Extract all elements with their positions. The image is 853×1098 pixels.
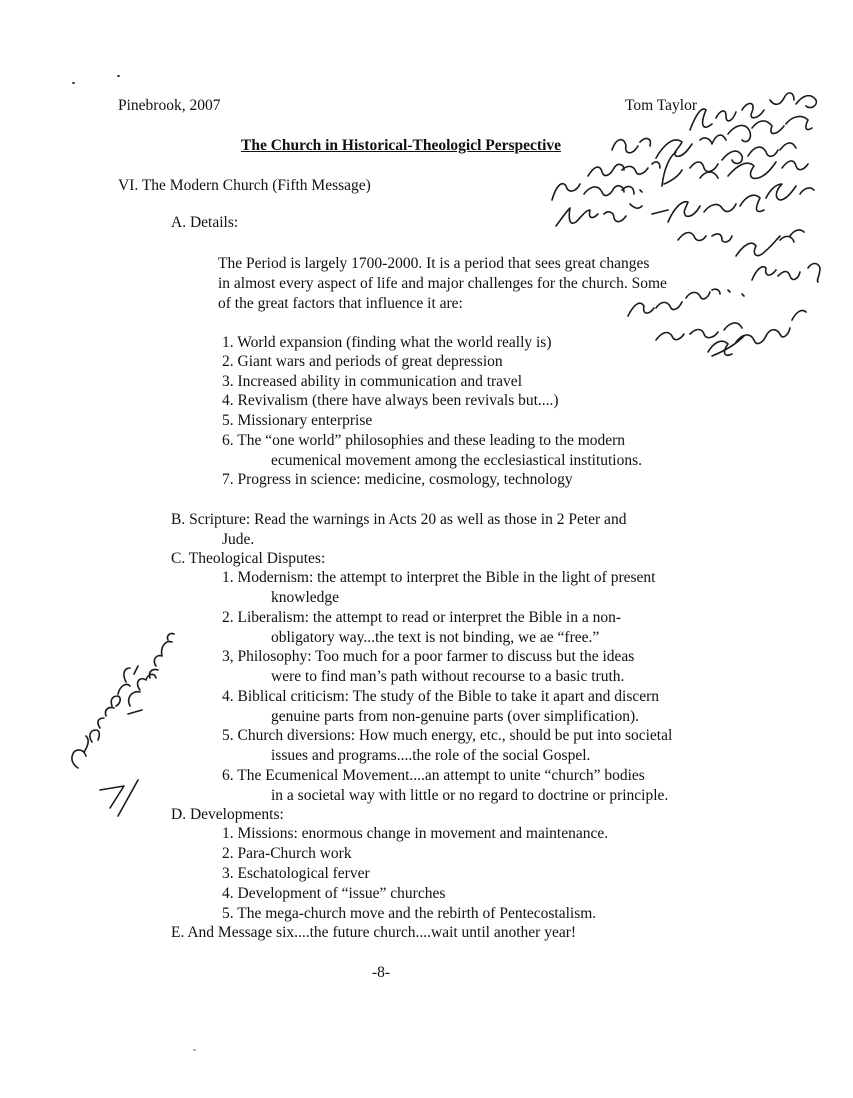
factor-item: 6. The “one world” philosophies and these leading to the modern	[222, 432, 626, 449]
details-paragraph-line: in almost every aspect of life and major challenges for the church. Some	[218, 275, 667, 292]
development-item: 1. Missions: enormous change in movement and maintenance.	[222, 825, 609, 842]
details-label: A. Details:	[171, 214, 239, 231]
development-item: 3. Eschatological ferver	[222, 865, 370, 882]
dispute-line: in a societal way with little or no regard to doctrine or principle.	[271, 787, 669, 804]
scan-speck	[72, 82, 75, 84]
closing-line: E. And Message six....the future church....wait until another year!	[171, 924, 577, 941]
details-paragraph-line: of the great factors that influence it are:	[218, 295, 463, 312]
disputes-label: C. Theological Disputes:	[171, 550, 326, 567]
dispute-line: 3, Philosophy: Too much for a poor farmer to discuss but the ideas	[222, 648, 635, 665]
section-heading: VI. The Modern Church (Fifth Message)	[118, 177, 371, 194]
dispute-line: 1. Modernism: the attempt to interpret the Bible in the light of present	[222, 569, 656, 586]
factor-item: 5. Missionary enterprise	[222, 412, 373, 429]
details-paragraph-line: The Period is largely 1700-2000. It is a period that sees great changes	[218, 255, 650, 272]
factor-item-continuation: ecumenical movement among the ecclesiastical institutions.	[271, 452, 643, 469]
development-item: 5. The mega-church move and the rebirth of Pentecostalism.	[222, 905, 597, 922]
dispute-line: knowledge	[271, 589, 340, 606]
factor-item: 2. Giant wars and periods of great depression	[222, 353, 503, 370]
development-item: 2. Para-Church work	[222, 845, 352, 862]
factor-item: 4. Revivalism (there have always been revivals but....)	[222, 392, 559, 409]
factor-item: 1. World expansion (finding what the world really is)	[222, 334, 552, 351]
scan-speck	[193, 1049, 196, 1051]
page-number: -8-	[372, 964, 391, 981]
dispute-line: 2. Liberalism: the attempt to read or interpret the Bible in a non-	[222, 609, 622, 626]
dispute-line: 6. The Ecumenical Movement....an attempt to unite “church” bodies	[222, 767, 645, 784]
dispute-line: genuine parts from non-genuine parts (over simplification).	[271, 708, 640, 725]
header-location: Pinebrook, 2007	[118, 97, 221, 114]
scan-speck	[117, 75, 120, 77]
factor-item: 3. Increased ability in communication and travel	[222, 373, 522, 390]
dispute-line: issues and programs....the role of the social Gospel.	[271, 747, 591, 764]
factor-item: 7. Progress in science: medicine, cosmology, technology	[222, 471, 573, 488]
developments-label: D. Developments:	[171, 806, 284, 823]
page-title: The Church in Historical-Theologicl Perspective	[241, 137, 562, 154]
header-author: Tom Taylor	[625, 97, 698, 114]
scripture-line: B. Scripture: Read the warnings in Acts 20 as well as those in 2 Peter and	[171, 511, 627, 528]
dispute-line: 5. Church diversions: How much energy, etc., should be put into societal	[222, 727, 673, 744]
dispute-line: 4. Biblical criticism: The study of the Bible to take it apart and discern	[222, 688, 660, 705]
development-item: 4. Development of “issue” churches	[222, 885, 446, 902]
dispute-line: obligatory way...the text is not binding, we ae “free.”	[271, 629, 600, 646]
scripture-line: Jude.	[222, 531, 255, 548]
dispute-line: were to find man’s path without recourse to a basic truth.	[271, 668, 625, 685]
